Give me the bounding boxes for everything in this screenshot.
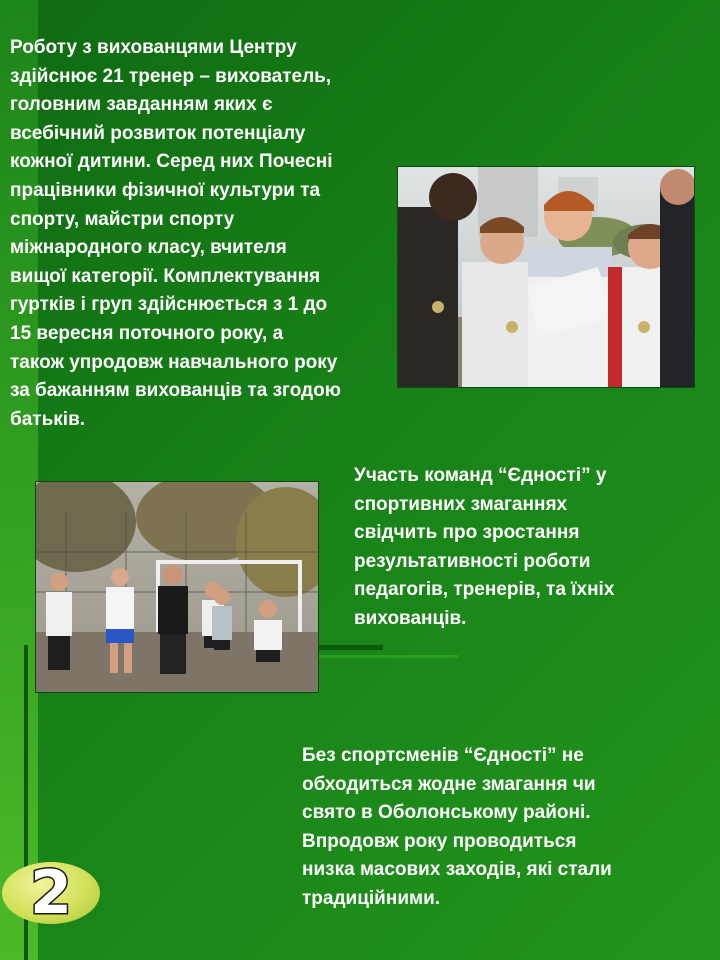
decorative-line [318,645,383,650]
photo-football-training [35,481,319,693]
page-number-badge [2,858,100,928]
photo-football-training-image [36,482,318,692]
paragraph-events: Без спортсменів “Єдності” не обходиться жодне змагання чи свято в Оболонському районі. Впродовж року проводиться низка масових заходів, які стали традиційними. [302,745,612,909]
page-number: 2 [30,858,72,928]
paragraph-trainers: Роботу з вихованцями Центру здійснює 21 тренер – вихователь, головним завданням яких є всебічний розвиток потенціалу кожної дитини. Серед них Почесні працівники фізичної культури та спорту, майстри спорту міжнародного класу, вчителя вищої категорії. Комплектування гуртків і груп здійснюється з 1 до 15 вересня поточного року, а також упродовж навчального року за бажанням вихованців та згодою батьків. [10,37,341,430]
photo-boys-with-medals-image [398,167,694,387]
paragraph-competitions: Участь команд “Єдності” у спортивних змаганнях свідчить про зростання результативності роботи педагогів, тренерів, та їхніх вихованців. [354,465,615,629]
decorative-line [318,655,458,658]
photo-boys-with-medals [397,166,695,388]
